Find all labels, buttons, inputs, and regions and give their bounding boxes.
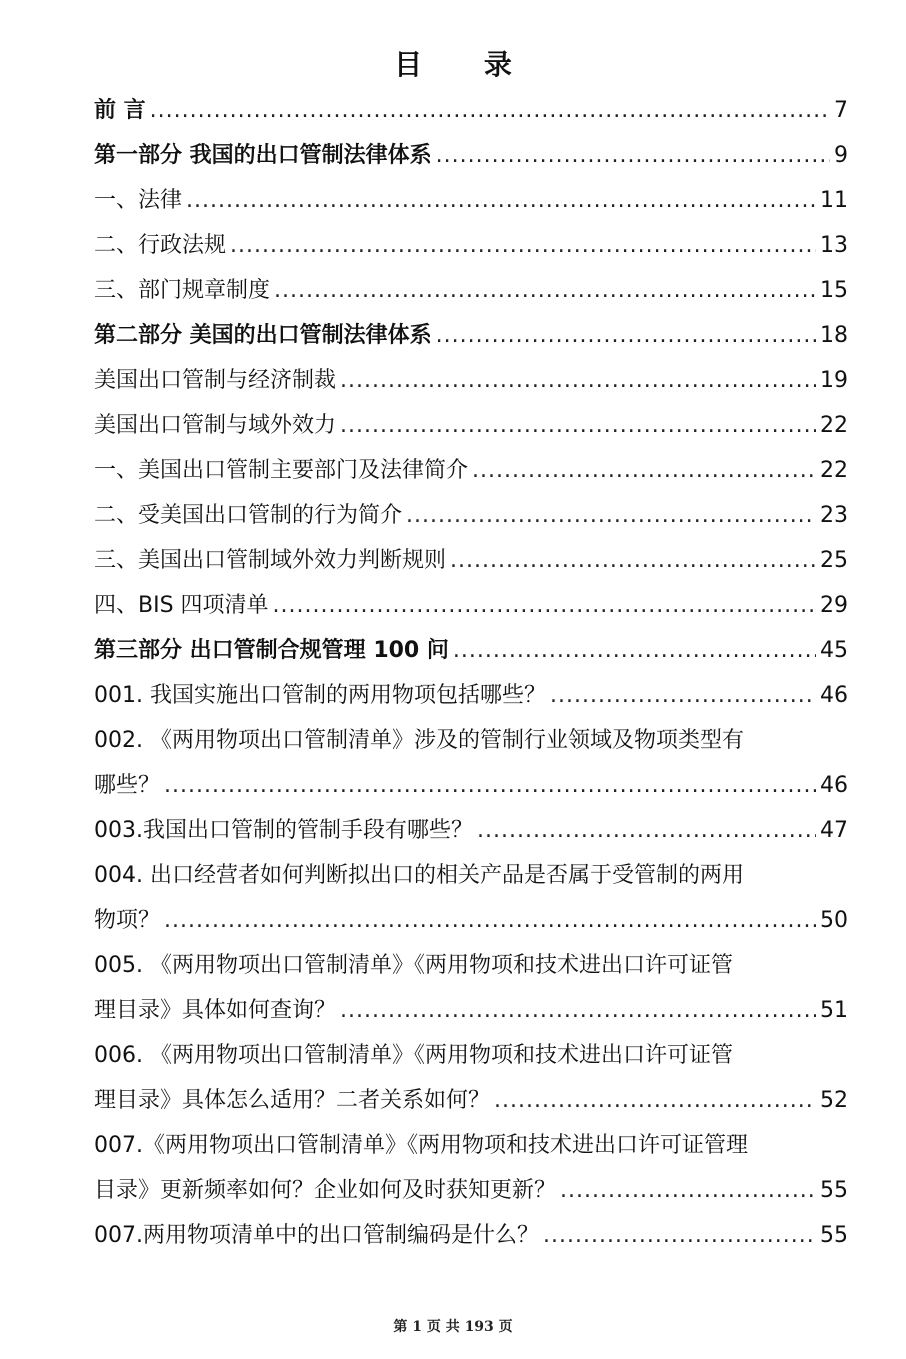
toc-entry-title-line1: 004. 出口经营者如何判断拟出口的相关产品是否属于受管制的两用 xyxy=(94,863,744,888)
toc-entry[interactable] xyxy=(94,1123,848,1213)
toc-entry[interactable] xyxy=(94,718,848,808)
toc-entry-title: 二、受美国出口管制的行为简介 xyxy=(94,503,403,528)
toc-entry-title-line1: 005. 《两用物项出口管制清单》《两用物项和技术进出口许可证管 xyxy=(94,953,733,978)
dot-leader xyxy=(150,88,830,133)
toc-entry-title: 物项？ xyxy=(94,908,161,933)
toc-entry-title: 001. 我国实施出口管制的两用物项包括哪些？ xyxy=(94,683,546,708)
toc-entry-page-number: 22 xyxy=(820,458,848,483)
toc-entry-page-number: 11 xyxy=(820,188,848,213)
toc-entry[interactable] xyxy=(94,1033,848,1123)
toc-entry-title: 理目录》具体怎么适用？二者关系如何？ xyxy=(94,1088,491,1113)
toc-entry[interactable] xyxy=(94,808,848,853)
toc-entry-title: 一、法律 xyxy=(94,188,183,213)
toc-entry[interactable] xyxy=(94,268,848,313)
dot-leader xyxy=(543,1213,816,1258)
table-of-contents xyxy=(94,88,848,1258)
toc-entry-title: 前 言 xyxy=(94,98,146,123)
toc-entry[interactable] xyxy=(94,448,848,493)
dot-leader xyxy=(550,673,816,718)
dot-leader xyxy=(340,988,816,1033)
toc-entry-page-number: 25 xyxy=(820,548,848,573)
dot-leader xyxy=(477,808,816,853)
dot-leader xyxy=(436,133,830,178)
toc-entry-page-number: 7 xyxy=(834,98,848,123)
toc-entry-page-number: 47 xyxy=(820,818,848,843)
toc-entry-title: 三、美国出口管制域外效力判断规则 xyxy=(94,548,447,573)
toc-entry[interactable] xyxy=(94,538,848,583)
toc-entry-page-number: 46 xyxy=(820,683,848,708)
toc-entry-title: 第三部分 出口管制合规管理 100 问 xyxy=(94,638,449,663)
toc-entry[interactable] xyxy=(94,1213,848,1258)
toc-entry[interactable] xyxy=(94,403,848,448)
toc-entry[interactable] xyxy=(94,853,848,943)
toc-entry-page-number: 50 xyxy=(820,908,848,933)
toc-entry-page-number: 9 xyxy=(834,143,848,168)
toc-entry-page-number: 15 xyxy=(820,278,848,303)
dot-leader xyxy=(494,1078,816,1123)
page-title: 目 录 xyxy=(394,48,538,81)
toc-entry-title: 理目录》具体如何查询？ xyxy=(94,998,337,1023)
toc-entry-title: 第二部分 美国的出口管制法律体系 xyxy=(94,323,432,348)
dot-leader xyxy=(453,628,816,673)
toc-entry-title: 第一部分 我国的出口管制法律体系 xyxy=(94,143,432,168)
dot-leader xyxy=(164,763,816,808)
toc-entry-title-line1: 002. 《两用物项出口管制清单》涉及的管制行业领域及物项类型有 xyxy=(94,728,744,753)
toc-entry[interactable] xyxy=(94,943,848,1033)
dot-leader xyxy=(472,448,816,493)
toc-entry-title: 二、行政法规 xyxy=(94,233,227,258)
dot-leader xyxy=(436,313,816,358)
toc-entry-title: 四、BIS 四项清单 xyxy=(94,593,269,618)
dot-leader xyxy=(560,1168,816,1213)
toc-entry[interactable] xyxy=(94,493,848,538)
dot-leader xyxy=(450,538,816,583)
toc-entry[interactable] xyxy=(94,628,848,673)
toc-entry[interactable] xyxy=(94,223,848,268)
toc-entry-title: 美国出口管制与域外效力 xyxy=(94,413,337,438)
dot-leader xyxy=(186,178,816,223)
toc-entry-title-line1: 007.《两用物项出口管制清单》《两用物项和技术进出口许可证管理 xyxy=(94,1133,748,1158)
dot-leader xyxy=(340,358,816,403)
dot-leader xyxy=(406,493,816,538)
dot-leader xyxy=(230,223,816,268)
toc-entry-page-number: 19 xyxy=(820,368,848,393)
toc-entry[interactable] xyxy=(94,133,848,178)
toc-entry[interactable] xyxy=(94,88,848,133)
toc-entry-page-number: 22 xyxy=(820,413,848,438)
dot-leader xyxy=(273,583,816,628)
dot-leader xyxy=(164,898,816,943)
toc-entry-page-number: 23 xyxy=(820,503,848,528)
toc-entry-page-number: 29 xyxy=(820,593,848,618)
dot-leader xyxy=(274,268,816,313)
toc-entry[interactable] xyxy=(94,583,848,628)
toc-entry-page-number: 52 xyxy=(820,1088,848,1113)
toc-entry-title: 003.我国出口管制的管制手段有哪些？ xyxy=(94,818,473,843)
toc-entry[interactable] xyxy=(94,313,848,358)
toc-entry-page-number: 46 xyxy=(820,773,848,798)
toc-entry-page-number: 55 xyxy=(820,1223,848,1248)
toc-entry-page-number: 55 xyxy=(820,1178,848,1203)
toc-entry-page-number: 45 xyxy=(820,638,848,663)
toc-entry-title: 一、美国出口管制主要部门及法律简介 xyxy=(94,458,469,483)
toc-entry[interactable] xyxy=(94,673,848,718)
toc-entry-title: 三、部门规章制度 xyxy=(94,278,271,303)
toc-entry-page-number: 13 xyxy=(820,233,848,258)
dot-leader xyxy=(340,403,816,448)
toc-entry-page-number: 51 xyxy=(820,998,848,1023)
toc-entry-title: 007.两用物项清单中的出口管制编码是什么？ xyxy=(94,1223,539,1248)
toc-entry[interactable] xyxy=(94,358,848,403)
toc-entry-page-number: 18 xyxy=(820,323,848,348)
page-footer: 第 1 页 共 193 页 xyxy=(393,1319,513,1335)
toc-entry-title: 目录》更新频率如何？企业如何及时获知更新？ xyxy=(94,1178,557,1203)
toc-entry-title-line1: 006. 《两用物项出口管制清单》《两用物项和技术进出口许可证管 xyxy=(94,1043,733,1068)
toc-entry-title: 哪些？ xyxy=(94,773,161,798)
toc-entry-title: 美国出口管制与经济制裁 xyxy=(94,368,337,393)
toc-entry[interactable] xyxy=(94,178,848,223)
